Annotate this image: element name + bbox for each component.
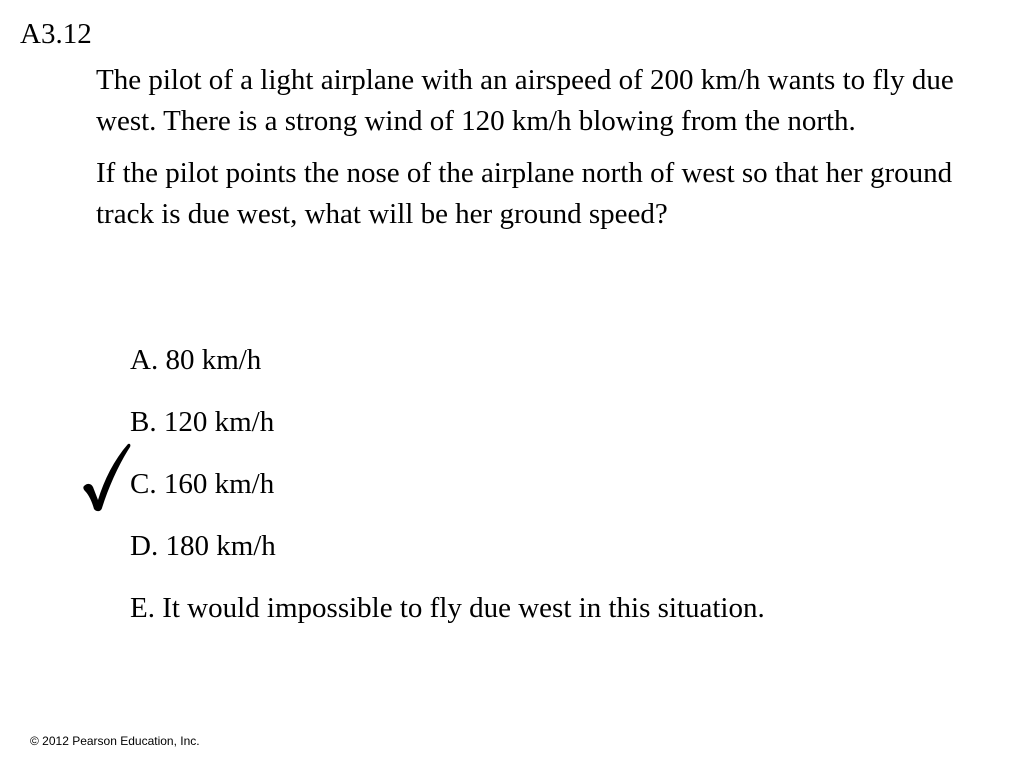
question-text (96, 60, 996, 235)
slide-number: A3.12 (20, 18, 92, 50)
question-paragraph-prompt: If the pilot points the nose of the airplane north of west so that her ground track is due west, what will be her ground speed? (96, 157, 953, 230)
answer-options (130, 340, 1010, 650)
option-d[interactable]: D. 180 km/h (130, 530, 276, 562)
checkmark-icon (82, 442, 132, 514)
copyright-footer: © 2012 Pearson Education, Inc. (30, 734, 200, 748)
option-a[interactable]: A. 80 km/h (130, 344, 262, 376)
option-e[interactable]: E. It would impossible to fly due west in this situation. (130, 592, 765, 624)
question-paragraph-setup: The pilot of a light airplane with an airspeed of 200 km/h wants to fly due west. There is a strong wind of 120 km/h blowing from the north. (96, 64, 954, 137)
option-c[interactable]: C. 160 km/h (130, 468, 275, 500)
option-b[interactable]: B. 120 km/h (130, 406, 275, 438)
